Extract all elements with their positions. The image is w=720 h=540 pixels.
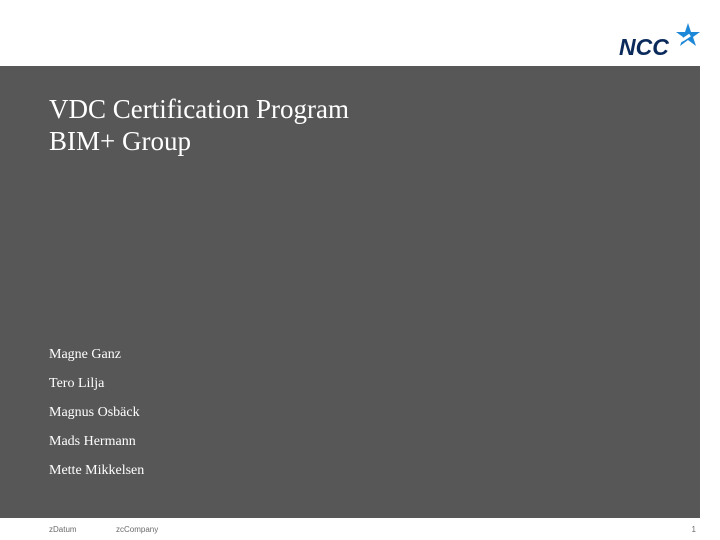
footer-company: zcCompany (116, 525, 159, 534)
slide-footer (0, 519, 720, 540)
logo-text: NCC (619, 34, 669, 60)
slide-title (49, 93, 349, 157)
author-name: Tero Lilja (49, 376, 105, 391)
author-name: Magne Ganz (49, 347, 121, 362)
footer-date: zDatum (49, 525, 77, 534)
ncc-logo (618, 22, 702, 60)
author-name: Mette Mikkelsen (49, 463, 145, 478)
author-list (49, 345, 144, 490)
title-line-1: VDC Certification Program (49, 94, 349, 124)
page-number: 1 (691, 525, 696, 534)
author-name: Magnus Osbäck (49, 405, 140, 420)
title-line-2: BIM+ Group (49, 126, 191, 156)
author-name: Mads Hermann (49, 434, 136, 449)
